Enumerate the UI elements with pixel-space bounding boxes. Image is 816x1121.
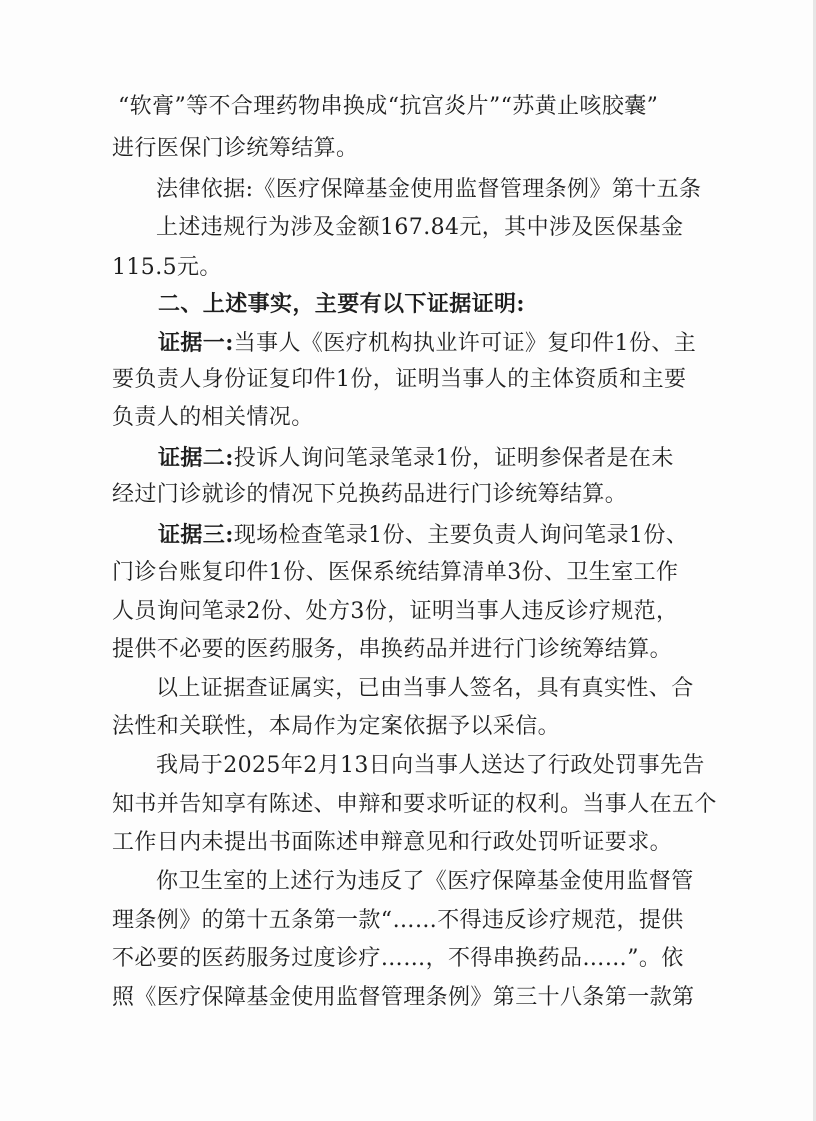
text-line: 知书并告知享有陈述、申辩和要求听证的权利。当事人在五个 (112, 792, 717, 817)
text-line: 法律依据:《医疗保障基金使用监督管理条例》第十五条 (156, 177, 702, 202)
text-line: 以上证据查证属实，已由当事人签名，具有真实性、合 (156, 676, 694, 701)
text-span: 现场检查笔录1份、主要负责人询问笔录1份、 (233, 523, 689, 548)
text-line: 负责人的相关情况。 (112, 405, 314, 430)
evidence-label: 证据一: (158, 330, 234, 356)
text-line: 进行医保门诊统筹结算。 (112, 136, 359, 161)
text-line: 理条例》的第十五条第一款“……不得违反诊疗规范，提供 (112, 908, 684, 933)
text-line: 工作日内未提出书面陈述申辩意见和行政处罚听证要求。 (112, 830, 673, 855)
text-span: 当事人《医疗机构执业许可证》复印件1份、主 (233, 331, 697, 356)
text-line: 经过门诊就诊的情况下兑换药品进行门诊统筹结算。 (112, 482, 628, 507)
text-line: 照《医疗保障基金使用监督管理条例》第三十八条第一款第 (112, 985, 695, 1010)
text-line: 你卫生室的上述行为违反了《医疗保障基金使用监督管 (156, 869, 694, 894)
text-line: 法性和关联性，本局作为定案依据予以采信。 (112, 714, 561, 739)
text-line: 不必要的医药服务过度诊疗……，不得串换药品……”。依 (112, 946, 684, 971)
section-heading: 二、上述事实，主要有以下证据证明: (158, 291, 525, 317)
text-line: 门诊台账复印件1份、医保系统结算清单3份、卫生室工作 (112, 560, 679, 585)
text-line: 115.5元。 (112, 255, 222, 280)
text-line (158, 520, 688, 551)
text-line (158, 328, 696, 359)
text-line: 要负责人身份证复印件1份，证明当事人的主体资质和主要 (112, 367, 687, 392)
text-line: 上述违规行为涉及金额167.84元，其中涉及医保基金 (156, 215, 684, 240)
text-line: 我局于2025年2月13日向当事人送达了行政处罚事先告 (156, 753, 705, 778)
text-line: 提供不必要的医药服务，串换药品并进行门诊统筹结算。 (112, 637, 673, 662)
evidence-label: 证据三: (158, 522, 234, 548)
text-line: “软膏”等不合理药物串换成“抗宫炎片”“苏黄止咳胶囊” (118, 94, 659, 119)
text-line (158, 443, 674, 474)
text-span: 投诉人询问笔录笔录1份，证明参保者是在未 (233, 446, 674, 471)
text-line: 人员询问笔录2份、处方3份，证明当事人违反诊疗规范， (112, 599, 679, 624)
evidence-label: 证据二: (158, 445, 234, 471)
